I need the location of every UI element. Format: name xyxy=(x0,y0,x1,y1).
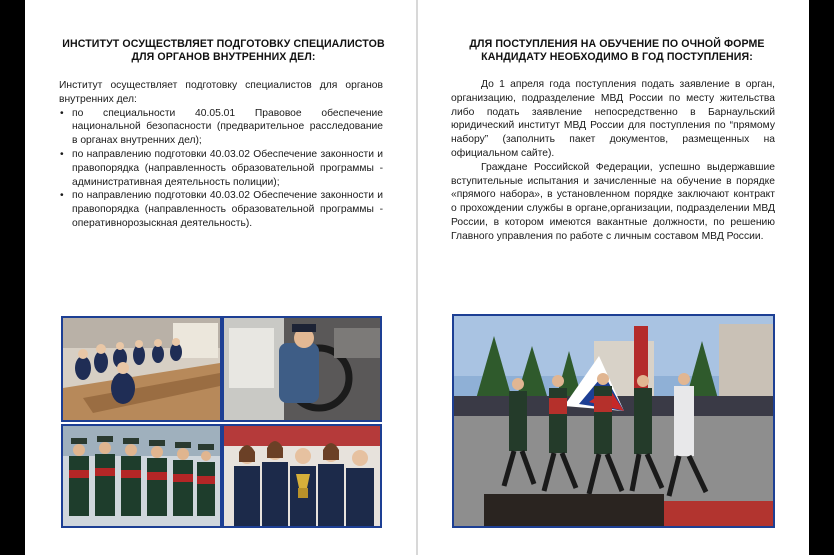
left-page xyxy=(25,0,417,555)
left-body-text xyxy=(59,79,383,231)
right-paragraph-1: До 1 апреля года поступления подать заявление в орган, организацию, подразделение МВД России по месту жительства либо подать заявление непосредственно в Барнаульский юридический институт МВД России для поступления по “прямому набору” (заполнить пакет документов, размещенных на официальном сайте). xyxy=(451,79,775,159)
photo-classroom-cadets xyxy=(61,316,222,422)
photo-cadet-driving xyxy=(222,316,382,422)
right-heading-line-1: ДЛЯ ПОСТУПЛЕНИЯ НА ОБУЧЕНИЕ ПО ОЧНОЙ ФОРМЕ xyxy=(469,38,765,50)
left-heading-line-2: ДЛЯ ОРГАНОВ ВНУТРЕННИХ ДЕЛ: xyxy=(131,51,316,63)
list-item: • по направлению подготовки 40.03.02 Обеспечение законности и правопорядка (направленность образовательной программы - административная деятельность полиции); xyxy=(59,148,383,189)
right-paragraph-2: Граждане Российской Федерации, успешно выдержавшие вступительные испытания и зачисленные на обучение в порядке «прямого набора», в установленном порядке заключают контракт о прохождении службы в органе,организации, подразделении МВД России, в котором имеются вакантные должности, по решению Главного управления по работе с личным составом МВД России. xyxy=(451,161,775,242)
left-heading-line-1: ИНСТИТУТ ОСУЩЕСТВЛЯЕТ ПОДГОТОВКУ СПЕЦИАЛИСТОВ xyxy=(62,38,385,50)
right-heading xyxy=(446,38,788,64)
photo-parade xyxy=(452,314,775,528)
list-item: • по направлению подготовки 40.03.02 Обеспечение законности и правопорядка (направленность образовательной программы - оперативнорозыскная деятельность). xyxy=(59,189,383,230)
right-heading-line-2: КАНДИДАТУ НЕОБХОДИМО В ГОД ПОСТУПЛЕНИЯ: xyxy=(481,51,753,63)
photo-cadets-with-trophy xyxy=(222,424,382,528)
left-heading xyxy=(61,38,386,64)
right-page xyxy=(418,0,809,555)
right-body-text xyxy=(451,78,775,244)
specialty-list xyxy=(59,107,383,231)
left-intro: Институт осуществляет подготовку специалистов для органов внутренних дел: xyxy=(59,80,383,105)
list-item: • по специальности 40.05.01 Правовое обеспечение национальной безопасности (предварительное расследование в органах внутренних дел); xyxy=(59,107,383,148)
photo-cadets-marching xyxy=(61,424,222,528)
